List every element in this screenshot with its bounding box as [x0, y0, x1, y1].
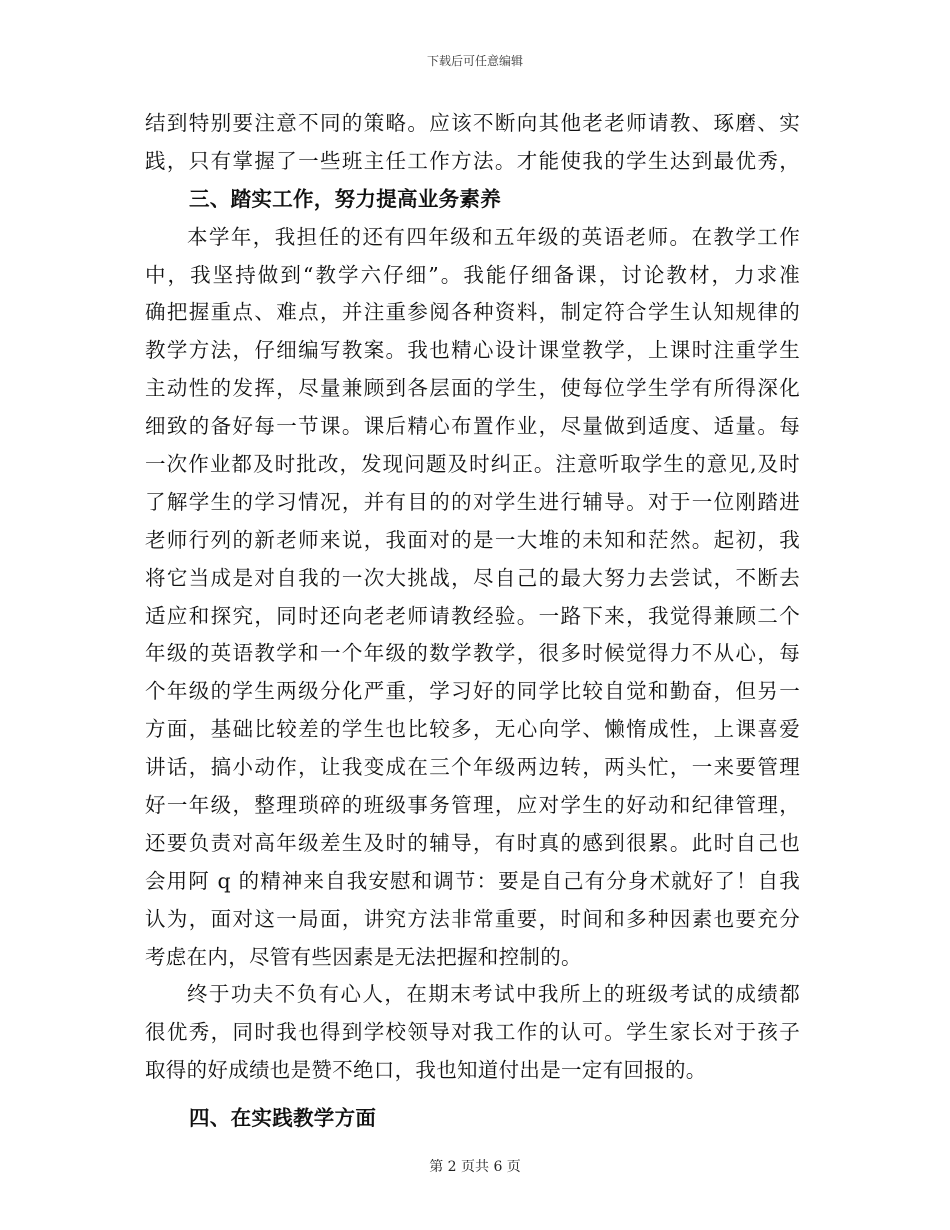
- text-line: 一次作业都及时批改，发现问题及时纠正。注意听取学生的意见,及时: [145, 452, 800, 477]
- text-line: 了解学生的学习情况，并有目的的对学生进行辅导。对于一位刚踏进: [145, 489, 800, 514]
- text-line: 适应和探究，同时还向老老师请教经验。一路下来，我觉得兼顾二个: [145, 603, 800, 628]
- text-line: 老师行列的新老师来说，我面对的是一大堆的未知和茫然。起初，我: [145, 527, 800, 552]
- text-line: 结到特别要注意不同的策略。应该不断向其他老老师请教、琢磨、实: [145, 111, 800, 135]
- text-line: 取得的好成绩也是赞不绝口，我也知道付出是一定有回报的。: [145, 1058, 707, 1083]
- text-line: 中，我坚持做到“教学六仔细”。我能仔细备课，讨论教材，力求准: [145, 262, 800, 287]
- text-line: 终于功夫不负有心人，在期末考试中我所上的班级考试的成绩都: [187, 982, 800, 1007]
- page-footer: 第 2 页共 6 页: [429, 1159, 521, 1175]
- document-body: [145, 105, 800, 1138]
- text-line: 会用阿 q 的精神来自我安慰和调节：要是自己有分身术就好了！自我: [145, 868, 800, 893]
- text-line: 主动性的发挥，尽量兼顾到各层面的学生，使每位学生学有所得深化: [145, 376, 800, 401]
- text-line: 认为，面对这一局面，讲究方法非常重要，时间和多种因素也要充分: [145, 906, 800, 931]
- text-line: 好一年级，整理琐碎的班级事务管理，应对学生的好动和纪律管理，: [145, 793, 800, 818]
- text-line: 细致的备好每一节课。课后精心布置作业，尽量做到适度、适量。每: [145, 414, 800, 439]
- text-line: 将它当成是对自我的一次大挑战，尽自己的最大努力去尝试，不断去: [145, 565, 800, 590]
- text-line: 考虑在内，尽管有些因素是无法把握和控制的。: [145, 944, 582, 969]
- text-line: 教学方法，仔细编写教案。我也精心设计课堂教学，上课时注重学生: [145, 338, 800, 363]
- section-heading-3: 三、踏实工作，努力提高业务素养: [189, 186, 501, 211]
- text-line: 讲话，搞小动作，让我变成在三个年级两边转，两头忙，一来要管理: [145, 755, 800, 780]
- text-line: 方面，基础比较差的学生也比较多，无心向学、懒惰成性，上课喜爱: [145, 717, 800, 742]
- text-line: 个年级的学生两级分化严重，学习好的同学比较自觉和勤奋，但另一: [145, 679, 800, 704]
- page-header: 下载后可任意编辑: [426, 54, 523, 68]
- text-line: 确把握重点、难点，并注重参阅各种资料，制定符合学生认知规律的: [145, 300, 800, 325]
- text-line: 很优秀，同时我也得到学校领导对我工作的认可。学生家长对于孩子: [145, 1020, 800, 1045]
- section-heading-4: 四、在实践教学方面: [189, 1106, 377, 1131]
- text-line: 还要负责对高年级差生及时的辅导，有时真的感到很累。此时自己也: [145, 830, 800, 855]
- text-line: 本学年，我担任的还有四年级和五年级的英语老师。在教学工作: [187, 224, 800, 249]
- text-line: 年级的英语教学和一个年级的数学教学，很多时候觉得力不从心，每: [145, 641, 800, 666]
- text-line: 践，只有掌握了一些班主任工作方法。才能使我的学生达到最优秀，: [145, 148, 800, 173]
